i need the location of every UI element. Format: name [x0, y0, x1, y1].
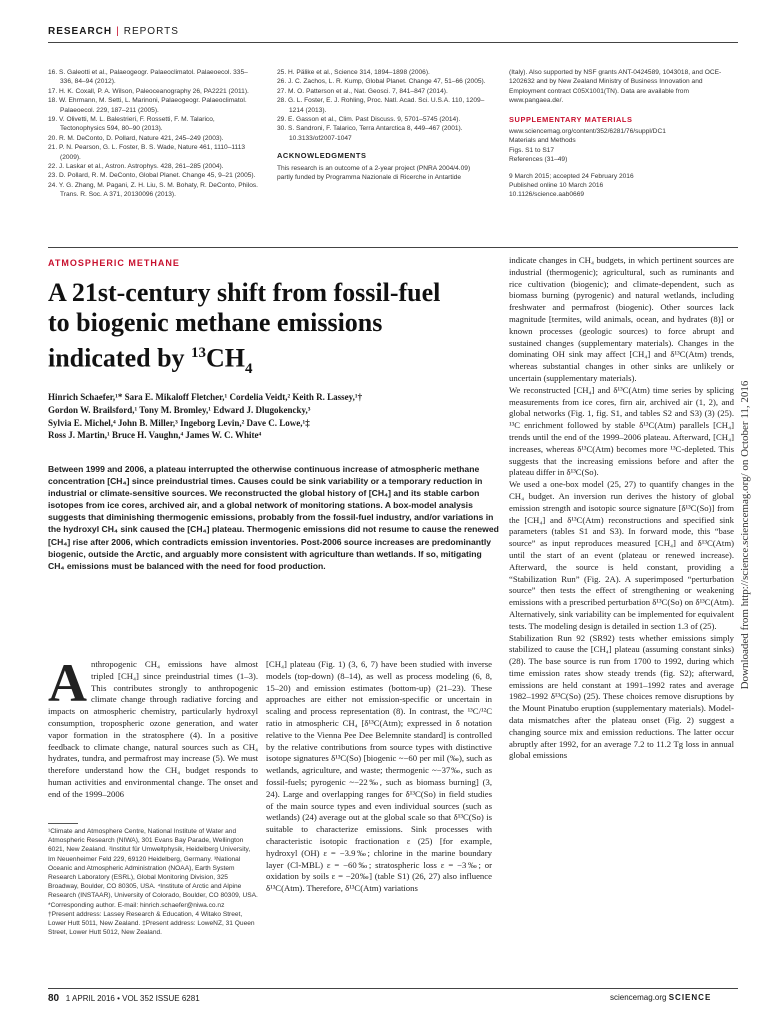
header-rule	[48, 42, 738, 43]
reference-item: 28. G. L. Foster, E. J. Rohling, Proc. Natl. Acad. Sci. U.S.A. 110, 1209–1214 (2013).	[277, 97, 485, 114]
download-note: Downloaded from http://science.sciencemag.org/ on October 11, 2016	[739, 380, 751, 690]
drop-cap: A	[48, 659, 87, 713]
footer-left	[48, 993, 200, 1004]
reference-item: 23. D. Pollard, R. M. DeConto, Global Planet. Change 45, 9–21 (2005).	[48, 172, 256, 180]
body-text: nthropogenic CH₄ emissions have almost tripled [CH₄] since preindustrial times (1–3). This contributes strongly to anthropogenic climate change through radiative forcing and impacts on atmospheric chemistry, particularly hydroxyl consumption, tropospheric ozone generation, and water vapor formation in the stratosphere (4). In a positive feedback to climate change, natural sources such as CH₄ hydrates, tundra, and permafrost may increase (5). We must therefore understand how the CH₄ budget responds to human activities and environmental change. The onset and end of the 1999–2006	[48, 659, 258, 799]
journal-name: SCIENCE	[668, 993, 712, 1002]
body-column-1	[48, 659, 258, 819]
header-separator: |	[116, 26, 120, 37]
supplementary-heading: SUPPLEMENTARY MATERIALS	[509, 114, 633, 124]
acknowledgments-heading: ACKNOWLEDGMENTS	[277, 151, 367, 161]
article-title	[48, 278, 498, 384]
reference-item: 22. J. Laskar et al., Astron. Astrophys. 428, 261–285 (2004).	[48, 163, 224, 171]
subsection-label: REPORTS	[123, 26, 179, 37]
footer-right	[610, 993, 711, 1002]
author-line: Gordon W. Brailsford,¹ Tony M. Bromley,¹ Edward J. Dlugokencky,³	[48, 404, 311, 415]
reference-item: 27. M. O. Patterson et al., Nat. Geosci. 7, 841–847 (2014).	[277, 87, 448, 95]
reference-item: 17. H. K. Coxall, P. A. Wilson, Paleoceanography 26, PA2221 (2011).	[48, 87, 249, 95]
title-line: A 21st-century shift from fossil-fuel	[48, 278, 441, 307]
references-col-3	[509, 68, 734, 200]
reference-item: 26. J. C. Zachos, L. R. Kump, Global Planet. Change 47, 51–66 (2005).	[277, 78, 486, 86]
section-rule	[48, 247, 738, 248]
title-text: indicated by	[48, 343, 192, 373]
acknowledgments-text: This research is an outcome of a 2-year project (PNRA 2004/4.09) partly funded by Programma Nazionale di Ricerche in Antartide	[277, 164, 471, 182]
affiliations-footnote: ¹Climate and Atmosphere Centre, National Institute of Water and Atmospheric Research (NIWA), 301 Evans Bay Parade, Wellington 6021, New Zealand. ²Institut für Umweltphysik, Heidelberg University, Im Neuenheimer Feld 229, 69120 Heidelberg, Germany. ³National Oceanic and Atmospheric Administration (NOAA), Earth System Research Laboratory (ESRL), Global Monitoring Division, 325 Broadway, Boulder, CO 80305, USA. ⁴Institute of Arctic and Alpine Research (INSTAAR), University of Colorado, Boulder, CO 80309, USA. *Corresponding author. E-mail: hinrich.schaefer@niwa.co.nz †Present address: Lassey Research & Education, 4 Witako Street, Lower Hutt 5011, New Zealand. ‡Present address: LoweNZ, 31 Queen Street, Lower Hutt 5012, New Zealand.	[48, 828, 258, 937]
references-col-2	[277, 68, 487, 182]
abstract: Between 1999 and 2006, a plateau interrupted the otherwise continuous increase of atmospheric methane concentration [CH₄] since preindustrial times. Causes could be sink variability or a temporary reduction in industrial or climate-sensitive sources. We reconstructed the global history of [CH₄] and its stable carbon isotopes from ice cores, archived air, and a global network of monitoring stations. A box-model analysis suggests that diminishing thermogenic emissions, probably from the fossil-fuel industry, and/or variations in the hydroxyl CH₄ sink caused the [CH₄] plateau. Thermogenic emissions did not resume to cause the renewed [CH₄] rise after 2006, which contradicts emission inventories. Post-2006 source increases are predominantly biogenic, outside the Arctic, and arguably more consistent with agriculture than wetlands. If so, mitigating CH₄ emissions must be balanced with the need for food production.	[48, 464, 499, 571]
reference-item: 25. H. Pälike et al., Science 314, 1894–1898 (2006).	[277, 69, 430, 76]
title-superscript: 13	[191, 345, 207, 361]
reference-item: 24. Y. G. Zhang, M. Pagani, Z. H. Liu, S. M. Bohaty, R. DeConto, Philos. Trans. R. Soc. A 371, 20130096 (2013).	[48, 181, 259, 199]
doi: 10.1126/science.aab0669	[509, 191, 585, 199]
site-name: sciencemag.org	[610, 993, 667, 1002]
author-list	[48, 391, 498, 442]
body-column-3: indicate changes in CH₄ budgets, in which pertinent sources are industrial (thermogenic); agricultural, such as ruminants and rice cultivation (biogenic); and climate-dependent, such as biomass burning (pyrogenic) and natural wetlands, including freshwater and permafrost (biogenic). Other sources lack magnitude [termites, wild animals, ocean, and hydrates (8)] or known processes (geologic sources) to force abrupt and sustained changes (supplementary materials). Changes in the dominating OH sink may affect [CH₄] and δ¹³C(Atm) trends, whereas substantial changes in other sinks are unlikely or uncertain (supplementary materials). We reconstructed [CH₄] and δ¹³C(Atm) time series by splicing measurements from ice cores, firn air, archived air (1, 2), and global networks (Fig. 1, fig. S1, and tables S2 and S3) (3) (25). ¹³C enrichment followed by stable δ¹³C(Atm) parallels [CH₄] trends until the end of the 1999–2006 plateau. Afterward, [CH₄] increases, whereas δ¹³C(Atm) becomes more ¹³C-depleted. This suggests that the increasing emissions before and after the plateau differ in δ¹³C(So). We used a one-box model (25, 27) to quantify changes in the CH₄ budget. An inversion run derives the history of global emission strength and isotopic source signature [δ¹³C(So)] from the [CH₄] and δ¹³C(Atm) reconstructions and specified sink parameters (tables S1 and S3). In forward mode, this “base source” as input reproduces measured [CH₄] and δ¹³C(Atm) until the start of an event (plateau or renewed increase). Afterward, the source is held constant, providing a “Stabilization Run” (Fig. 2A). A superimposed “perturbation source” then tests the effect of strengthening or weakening emissions with a prescribed perturbation δ¹³C(So) on δ¹³C(Atm). Alternatively, sink variability can be implemented for equivalent tests. The modeling design is detailed in section 1.3 of (25). Stabilization Run 92 (SR92) tests whether emissions simply stabilized to cause the [CH₄] plateau (assuming constant sinks) (28). The base source is run from 1700 to 1992, during which time emission rates show steady trends (fig. S2); afterward, emissions are held constant at 1991–1992 rates and average 1982–1992 δ¹³C(So) (25). These choices remove disruptions by the Mount Pinatubo eruption (supplementary materials). Model-data mismatches after the plateau onset (Fig. 2) suggest a changing source mix and emission reductions. The latter occur abruptly after 1992, for an average 7.2 to 11.2 Tg loss in annual global emissions	[509, 255, 734, 761]
footnote-rule	[48, 823, 78, 824]
supplementary-line: References (31–49)	[509, 156, 568, 164]
title-line	[48, 338, 498, 384]
author-line: Hinrich Schaefer,¹* Sara E. Mikaloff Fletcher,¹ Cordelia Veidt,² Keith R. Lassey,¹†	[48, 392, 363, 402]
supplementary-line: Materials and Methods	[509, 137, 576, 145]
funding-text: (Italy). Also supported by NSF grants ANT-0424589, 1043018, and OCE-1202632 and by New Zealand Ministry of Business Innovation and Employment contract C05X1001(TN). Data are available from www.pangaea.de/.	[509, 69, 722, 105]
body-column-2: [CH₄] plateau (Fig. 1) (3, 6, 7) have been studied with inverse models (top-down) (8–14), as well as process modeling (6, 8, 15–20) and emission estimates (bottom-up) (21–23). These approaches are either not emission-specific or uncertain in scaling and process representation (8). In contrast, the ¹³C/¹²C ratio in atmospheric CH₄ [δ¹³C(Atm); expressed in δ notation relative to the Vienna Pee Dee Belemnite standard] is controlled by the relative contributions from source types with distinctive isotope signatures δ¹³C(So) [biogenic ~−60 per mil (‰), such as wetlands, agriculture, and waste; thermogenic ~−37‰, such as fossil-fuels; pyrogenic ~−22‰, such as biomass burning] (3, 24). Large and overlapping ranges for δ¹³C(So) in field studies of the main source types and even individual sources (such as wetlands) (24) average out at the global scale so that δ¹³C(So) is suitable to characterize emissions. Sink processes with characteristic isotopic fractionation ε (25) [for example, hydroxyl (OH) ε = −3.9‰; chlorine in the marine boundary layer (Cl-MBL) ε = −60‰; stratospheric loss ε = −3‰; or oxidation by soils ε = −20‰] (table S1) (26, 27) also influence δ¹³C(Atm). Therefore, δ¹³C(Atm) variations	[266, 659, 492, 894]
date-published: Published online 10 March 2016	[509, 182, 604, 190]
issue-info: 1 APRIL 2016 • VOL 352 ISSUE 6281	[65, 994, 200, 1003]
reference-item: 29. E. Gasson et al., Clim. Past Discuss. 9, 5701–5745 (2014).	[277, 116, 461, 124]
footer-rule	[48, 988, 738, 989]
running-header	[48, 26, 179, 37]
download-watermark	[735, 310, 755, 760]
reference-item: 16. S. Galeotti et al., Palaeogeogr. Palaeoclimatol. Palaeoecol. 335–336, 84–94 (2012).	[48, 69, 248, 86]
reference-item: 30. S. Sandroni, F. Talarico, Terra Antarctica 8, 449–467 (2001). 10.3133/of2007-1047	[277, 125, 463, 142]
page-number: 80	[48, 993, 60, 1004]
reference-item: 19. V. Olivetti, M. L. Balestrieri, F. Rossetti, F. M. Talarico, Tectonophysics 594, 80–90 (2013).	[48, 116, 215, 133]
author-line: Ross J. Martin,¹ Bruce H. Vaughn,⁴ James W. C. White⁴	[48, 430, 262, 441]
section-label: RESEARCH	[48, 26, 113, 37]
title-line: to biogenic methane emissions	[48, 308, 383, 337]
title-text: CH	[206, 343, 246, 373]
supplementary-line: Figs. S1 to S17	[509, 146, 555, 154]
article-kicker: ATMOSPHERIC METHANE	[48, 258, 180, 268]
author-line: Sylvia E. Michel,⁴ John B. Miller,³ Ingeborg Levin,² Dave C. Lowe,¹‡	[48, 417, 310, 428]
title-subscript: 4	[245, 360, 253, 377]
date-received: 9 March 2015; accepted 24 February 2016	[509, 172, 634, 180]
reference-item: 18. W. Ehrmann, M. Setti, L. Marinoni, Palaeogeogr. Palaeoclimatol. Palaeoecol. 229, 187–211 (2005).	[48, 97, 247, 114]
supplementary-link[interactable]: www.sciencemag.org/content/352/6281/76/suppl/DC1	[509, 128, 666, 136]
reference-item: 20. R. M. DeConto, D. Pollard, Nature 421, 245–249 (2003).	[48, 134, 224, 142]
references-col-1	[48, 68, 258, 200]
reference-item: 21. P. N. Pearson, G. L. Foster, B. S. Wade, Nature 461, 1110–1113 (2009).	[48, 144, 246, 161]
